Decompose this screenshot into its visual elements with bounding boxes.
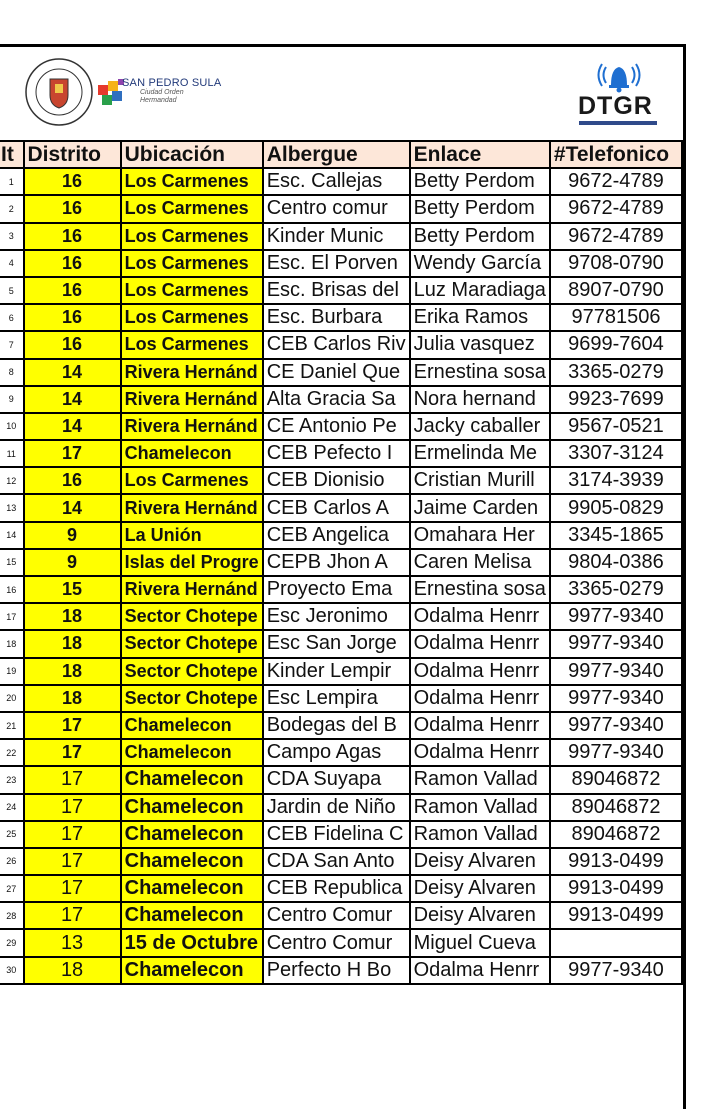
cell-enlace: Wendy García <box>410 250 550 277</box>
municipal-seal-logo <box>24 57 94 127</box>
col-header-distrito: Distrito <box>24 141 121 168</box>
cell-distrito: 13 <box>24 929 121 956</box>
table-row <box>0 223 682 250</box>
cell-albergue: Esc Jeronimo <box>263 603 410 630</box>
cell-ubicacion: Los Carmenes <box>121 223 263 250</box>
city-tagline: Ciudad Orden Hermandad <box>140 89 184 104</box>
cell-ubicacion: Rivera Hernánd <box>121 386 263 413</box>
cell-enlace: Betty Perdom <box>410 195 550 222</box>
cell-it: 5 <box>0 277 24 304</box>
cell-ubicacion: Los Carmenes <box>121 331 263 358</box>
cell-distrito: 17 <box>24 712 121 739</box>
cell-distrito: 14 <box>24 494 121 521</box>
cell-enlace: Nora hernand <box>410 386 550 413</box>
cell-albergue: Esc. Burbara <box>263 304 410 331</box>
cell-ubicacion: Los Carmenes <box>121 250 263 277</box>
cell-tel: 9913-0499 <box>550 848 682 875</box>
cell-it: 30 <box>0 957 24 984</box>
cell-enlace: Ramon Vallad <box>410 794 550 821</box>
cell-tel: 89046872 <box>550 766 682 793</box>
cell-albergue: Esc. El Porven <box>263 250 410 277</box>
cell-distrito: 18 <box>24 957 121 984</box>
cell-it: 27 <box>0 875 24 902</box>
cell-distrito: 17 <box>24 902 121 929</box>
cell-distrito: 14 <box>24 359 121 386</box>
cell-albergue: Bodegas del B <box>263 712 410 739</box>
cell-tel <box>550 929 682 956</box>
table-row <box>0 359 682 386</box>
cell-tel: 9977-9340 <box>550 658 682 685</box>
cell-tel: 3174-3939 <box>550 467 682 494</box>
cell-ubicacion: Chamelecon <box>121 766 263 793</box>
table-row <box>0 413 682 440</box>
cell-enlace: Odalma Henrr <box>410 603 550 630</box>
table-row <box>0 522 682 549</box>
cell-albergue: CEB Pefecto I <box>263 440 410 467</box>
cell-it: 2 <box>0 195 24 222</box>
cell-albergue: CEB Republica <box>263 875 410 902</box>
cell-it: 21 <box>0 712 24 739</box>
table-row <box>0 739 682 766</box>
city-name: SAN PEDRO SULA <box>122 77 222 89</box>
alarm-bell-icon <box>596 59 642 95</box>
cell-ubicacion: Islas del Progre <box>121 549 263 576</box>
cell-distrito: 17 <box>24 794 121 821</box>
cell-enlace: Odalma Henrr <box>410 658 550 685</box>
cell-enlace: Ramon Vallad <box>410 821 550 848</box>
cell-enlace: Odalma Henrr <box>410 685 550 712</box>
cell-enlace: Betty Perdom <box>410 168 550 195</box>
cell-albergue: Alta Gracia Sa <box>263 386 410 413</box>
cell-albergue: CEB Carlos A <box>263 494 410 521</box>
cell-it: 16 <box>0 576 24 603</box>
table-row <box>0 875 682 902</box>
cell-tel: 9913-0499 <box>550 902 682 929</box>
table-row <box>0 603 682 630</box>
table-row <box>0 685 682 712</box>
cell-ubicacion: Sector Chotepe <box>121 658 263 685</box>
cell-tel: 8907-0790 <box>550 277 682 304</box>
table-row <box>0 658 682 685</box>
cell-albergue: CEB Dionisio <box>263 467 410 494</box>
cell-it: 14 <box>0 522 24 549</box>
cell-albergue: Campo Agas <box>263 739 410 766</box>
cell-it: 13 <box>0 494 24 521</box>
cell-it: 8 <box>0 359 24 386</box>
cell-albergue: Proyecto Ema <box>263 576 410 603</box>
cell-enlace: Odalma Henrr <box>410 957 550 984</box>
cell-albergue: Kinder Munic <box>263 223 410 250</box>
cell-ubicacion: Rivera Hernánd <box>121 576 263 603</box>
cell-tel: 9672-4789 <box>550 195 682 222</box>
cell-albergue: CEB Angelica <box>263 522 410 549</box>
cell-tel: 9699-7604 <box>550 331 682 358</box>
cell-albergue: CE Daniel Que <box>263 359 410 386</box>
cell-tel: 97781506 <box>550 304 682 331</box>
cell-it: 26 <box>0 848 24 875</box>
cell-tel: 9923-7699 <box>550 386 682 413</box>
cell-distrito: 14 <box>24 413 121 440</box>
cell-enlace: Odalma Henrr <box>410 739 550 766</box>
table-row <box>0 168 682 195</box>
cell-it: 6 <box>0 304 24 331</box>
cell-it: 4 <box>0 250 24 277</box>
agency-name: DTGR <box>578 92 653 120</box>
table-row <box>0 848 682 875</box>
table-row <box>0 549 682 576</box>
cell-enlace: Miguel Cueva <box>410 929 550 956</box>
cell-tel: 3345-1865 <box>550 522 682 549</box>
cell-enlace: Ernestina sosa <box>410 576 550 603</box>
col-header-it: It <box>0 141 24 168</box>
cell-tel: 9567-0521 <box>550 413 682 440</box>
col-header-ubicacion: Ubicación <box>121 141 263 168</box>
cell-enlace: Deisy Alvaren <box>410 902 550 929</box>
cell-tel: 9672-4789 <box>550 223 682 250</box>
cell-ubicacion: Chamelecon <box>121 957 263 984</box>
cell-it: 22 <box>0 739 24 766</box>
table-row <box>0 576 682 603</box>
cell-ubicacion: Los Carmenes <box>121 277 263 304</box>
cell-distrito: 17 <box>24 739 121 766</box>
cell-tel: 89046872 <box>550 821 682 848</box>
cell-ubicacion: La Unión <box>121 522 263 549</box>
table-row <box>0 494 682 521</box>
agency-underline <box>579 121 657 125</box>
cell-distrito: 16 <box>24 277 121 304</box>
cell-ubicacion: Chamelecon <box>121 794 263 821</box>
document-header <box>0 47 683 142</box>
cell-enlace: Ramon Vallad <box>410 766 550 793</box>
cell-enlace: Cristian Murill <box>410 467 550 494</box>
cell-it: 1 <box>0 168 24 195</box>
table-row <box>0 902 682 929</box>
cell-distrito: 16 <box>24 195 121 222</box>
cell-enlace: Ernestina sosa <box>410 359 550 386</box>
table-row <box>0 440 682 467</box>
cell-ubicacion: Chamelecon <box>121 848 263 875</box>
cell-tel: 9804-0386 <box>550 549 682 576</box>
table-row <box>0 467 682 494</box>
cell-ubicacion: Chamelecon <box>121 902 263 929</box>
cell-distrito: 16 <box>24 223 121 250</box>
cell-it: 12 <box>0 467 24 494</box>
cell-enlace: Jacky caballer <box>410 413 550 440</box>
cell-it: 25 <box>0 821 24 848</box>
cell-enlace: Omahara Her <box>410 522 550 549</box>
cell-tel: 9913-0499 <box>550 875 682 902</box>
cell-albergue: Esc Lempira <box>263 685 410 712</box>
cell-it: 15 <box>0 549 24 576</box>
cell-ubicacion: Chamelecon <box>121 875 263 902</box>
cell-distrito: 16 <box>24 168 121 195</box>
cell-it: 19 <box>0 658 24 685</box>
table-row <box>0 766 682 793</box>
cell-ubicacion: Chamelecon <box>121 821 263 848</box>
cell-distrito: 18 <box>24 658 121 685</box>
cell-distrito: 17 <box>24 821 121 848</box>
cell-distrito: 17 <box>24 848 121 875</box>
cell-tel: 9977-9340 <box>550 630 682 657</box>
cell-tel: 9708-0790 <box>550 250 682 277</box>
shelter-table <box>0 140 683 985</box>
table-row <box>0 331 682 358</box>
cell-it: 17 <box>0 603 24 630</box>
cell-it: 7 <box>0 331 24 358</box>
cell-tel: 3307-3124 <box>550 440 682 467</box>
cell-ubicacion: Sector Chotepe <box>121 685 263 712</box>
cell-albergue: CDA Suyapa <box>263 766 410 793</box>
cell-ubicacion: Los Carmenes <box>121 168 263 195</box>
cell-it: 3 <box>0 223 24 250</box>
cell-tel: 3365-0279 <box>550 359 682 386</box>
cell-distrito: 17 <box>24 766 121 793</box>
table-row <box>0 195 682 222</box>
cell-albergue: Esc. Brisas del <box>263 277 410 304</box>
cell-distrito: 15 <box>24 576 121 603</box>
cell-distrito: 18 <box>24 603 121 630</box>
cell-enlace: Betty Perdom <box>410 223 550 250</box>
table-row <box>0 386 682 413</box>
col-header-enlace: Enlace <box>410 141 550 168</box>
cell-albergue: Centro comur <box>263 195 410 222</box>
table-header-row <box>0 141 682 168</box>
cell-tel: 9977-9340 <box>550 957 682 984</box>
cell-it: 20 <box>0 685 24 712</box>
cell-distrito: 16 <box>24 250 121 277</box>
cell-it: 23 <box>0 766 24 793</box>
cell-distrito: 18 <box>24 685 121 712</box>
cell-albergue: Centro Comur <box>263 929 410 956</box>
cell-enlace: Ermelinda Me <box>410 440 550 467</box>
table-row <box>0 821 682 848</box>
cell-distrito: 16 <box>24 304 121 331</box>
cell-ubicacion: Chamelecon <box>121 440 263 467</box>
table-row <box>0 794 682 821</box>
cell-tel: 3365-0279 <box>550 576 682 603</box>
cell-ubicacion: 15 de Octubre <box>121 929 263 956</box>
cell-enlace: Jaime Carden <box>410 494 550 521</box>
cell-distrito: 17 <box>24 440 121 467</box>
cell-albergue: Esc San Jorge <box>263 630 410 657</box>
cell-ubicacion: Los Carmenes <box>121 304 263 331</box>
cell-it: 28 <box>0 902 24 929</box>
table-row <box>0 712 682 739</box>
cell-enlace: Odalma Henrr <box>410 712 550 739</box>
cell-albergue: Jardin de Niño <box>263 794 410 821</box>
cell-it: 18 <box>0 630 24 657</box>
table-row <box>0 250 682 277</box>
cell-albergue: CEPB Jhon A <box>263 549 410 576</box>
cell-albergue: CEB Carlos Riv <box>263 331 410 358</box>
table-row <box>0 929 682 956</box>
cell-ubicacion: Chamelecon <box>121 712 263 739</box>
cell-albergue: Centro Comur <box>263 902 410 929</box>
cell-it: 11 <box>0 440 24 467</box>
table-row <box>0 630 682 657</box>
table-row <box>0 957 682 984</box>
spreadsheet <box>0 44 686 1109</box>
cell-albergue: CE Antonio Pe <box>263 413 410 440</box>
cell-tel: 89046872 <box>550 794 682 821</box>
cell-tel: 9672-4789 <box>550 168 682 195</box>
cell-enlace: Deisy Alvaren <box>410 848 550 875</box>
cell-enlace: Erika Ramos <box>410 304 550 331</box>
cell-distrito: 14 <box>24 386 121 413</box>
cell-distrito: 17 <box>24 875 121 902</box>
cell-ubicacion: Chamelecon <box>121 739 263 766</box>
cell-distrito: 9 <box>24 549 121 576</box>
col-header-albergue: Albergue <box>263 141 410 168</box>
cell-enlace: Luz Maradiaga <box>410 277 550 304</box>
cell-it: 9 <box>0 386 24 413</box>
cell-albergue: CDA San Anto <box>263 848 410 875</box>
cell-ubicacion: Rivera Hernánd <box>121 359 263 386</box>
cell-enlace: Julia vasquez <box>410 331 550 358</box>
cell-ubicacion: Sector Chotepe <box>121 603 263 630</box>
cell-tel: 9977-9340 <box>550 712 682 739</box>
cell-it: 24 <box>0 794 24 821</box>
table-row <box>0 304 682 331</box>
table-row <box>0 277 682 304</box>
col-header-telefono: #Telefonico <box>550 141 682 168</box>
cell-tel: 9977-9340 <box>550 739 682 766</box>
cell-albergue: Kinder Lempir <box>263 658 410 685</box>
cell-ubicacion: Los Carmenes <box>121 195 263 222</box>
cell-tel: 9977-9340 <box>550 685 682 712</box>
cell-distrito: 9 <box>24 522 121 549</box>
cell-enlace: Caren Melisa <box>410 549 550 576</box>
cell-albergue: Esc. Callejas <box>263 168 410 195</box>
cell-ubicacion: Los Carmenes <box>121 467 263 494</box>
cell-ubicacion: Sector Chotepe <box>121 630 263 657</box>
cell-enlace: Odalma Henrr <box>410 630 550 657</box>
cell-distrito: 16 <box>24 331 121 358</box>
cell-tel: 9977-9340 <box>550 603 682 630</box>
cell-ubicacion: Rivera Hernánd <box>121 494 263 521</box>
cell-ubicacion: Rivera Hernánd <box>121 413 263 440</box>
cell-it: 29 <box>0 929 24 956</box>
cell-distrito: 18 <box>24 630 121 657</box>
cell-tel: 9905-0829 <box>550 494 682 521</box>
cell-albergue: CEB Fidelina C <box>263 821 410 848</box>
cell-enlace: Deisy Alvaren <box>410 875 550 902</box>
cell-it: 10 <box>0 413 24 440</box>
cell-distrito: 16 <box>24 467 121 494</box>
cell-albergue: Perfecto H Bo <box>263 957 410 984</box>
